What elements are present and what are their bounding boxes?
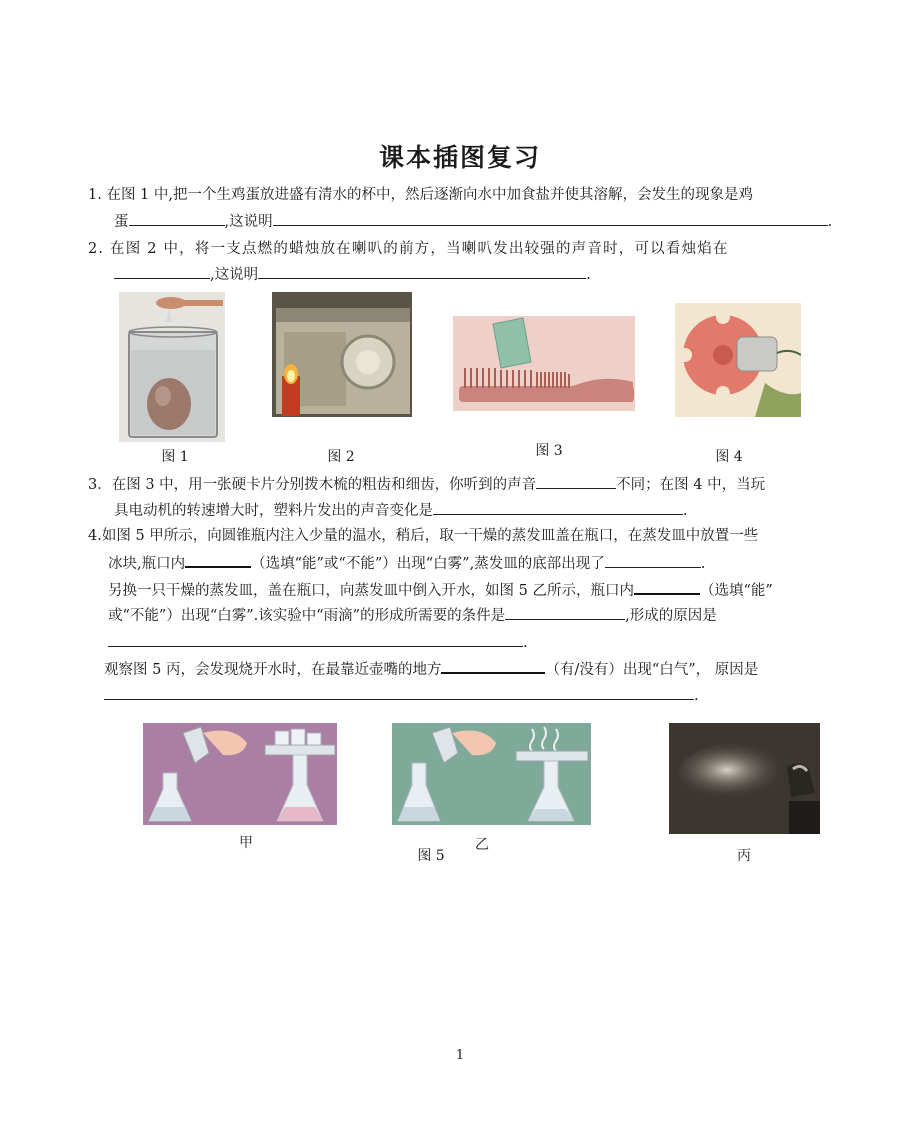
q4-text-e: （选填“能” [699, 583, 773, 599]
q1-blank-1[interactable] [129, 211, 225, 226]
figure-1-egg-in-glass [119, 292, 225, 442]
q3-line1 [88, 474, 765, 495]
q3-text-d: . [683, 503, 688, 519]
caption-figure-2: 图 2 [327, 449, 355, 465]
figure-5-bing [669, 723, 820, 834]
q4-text-d: 另换一只干燥的蒸发皿，盖在瓶口，向蒸发皿中倒入开水，如图 5 乙所示，瓶口内 [108, 583, 634, 599]
q4-blank-6[interactable] [441, 658, 545, 674]
q4-line3 [108, 579, 773, 601]
q4-blank-2[interactable] [605, 553, 701, 568]
figure-5-jia [143, 723, 337, 825]
q2-line2 [114, 264, 591, 285]
q4-text-i: 观察图 5 丙，会发现烧开水时，在最靠近壶嘴的地方 [104, 662, 442, 678]
q3-line2 [114, 500, 688, 521]
page-number: 1 [455, 1048, 465, 1063]
q2-text-c: . [586, 267, 591, 283]
q4-line6 [104, 658, 758, 680]
q4-blank-7[interactable] [104, 685, 694, 700]
q4-line1: 4.如图 5 甲所示，向圆锥瓶内注入少量的温水，稍后，取一干燥的蒸发皿盖在瓶口，在蒸发皿中放置一些 [88, 528, 759, 544]
caption-figure-3: 图 3 [535, 443, 563, 459]
q3-text-c: 具电动机的转速增大时，塑料片发出的声音变化是 [114, 503, 433, 519]
q4-text-h: . [523, 635, 528, 651]
q4-text-j: （有/没有）出现“白气”， 原因是 [545, 662, 759, 678]
q4-text-a: 冰块,瓶口内 [108, 556, 186, 572]
q4-text-c: . [700, 556, 706, 572]
q4-line7 [104, 685, 699, 706]
q4-text-f: 或“不能”）出现“白雾”.该实验中“雨滴”的形成所需要的条件是 [108, 608, 506, 624]
q1-line1: 1. 在图 1 中,把一个生鸡蛋放进盛有清水的杯中，然后逐渐向水中加食盐并使其溶解，会发生的现象是鸡 [88, 187, 753, 203]
q1-blank-2[interactable] [273, 211, 828, 226]
q4-text-k: . [694, 688, 699, 704]
caption-figure-5: 图 5 [417, 848, 445, 864]
caption-figure-1: 图 1 [161, 449, 189, 465]
q4-text-g: ,形成的原因是 [625, 608, 717, 624]
q4-line2 [108, 552, 705, 574]
caption-figure-5-yi: 乙 [475, 837, 489, 853]
q3-blank-2[interactable] [433, 500, 683, 515]
figure-5-yi [392, 723, 591, 825]
q3-text-b: 不同；在图 4 中，当玩 [616, 477, 766, 493]
caption-figure-5-bing: 丙 [737, 848, 751, 864]
q4-blank-1[interactable] [185, 552, 251, 568]
q2-blank-2[interactable] [258, 264, 586, 279]
q4-blank-5[interactable] [108, 632, 523, 647]
q4-line5 [108, 632, 528, 653]
q4-blank-4[interactable] [505, 605, 625, 620]
caption-figure-5-jia: 甲 [239, 835, 253, 851]
q2-blank-1[interactable] [114, 264, 210, 279]
q2-text-b: ,这说明 [210, 267, 259, 283]
figure-2-speaker-candle [272, 292, 412, 417]
q1-line2 [114, 211, 832, 232]
q3-text-a: 3．在图 3 中，用一张硬卡片分别拨木梳的粗齿和细齿，你听到的声音 [88, 477, 537, 493]
page-title: 课本插图复习 [378, 143, 541, 172]
q1-text-b: ,这说明 [224, 214, 273, 230]
q2-line1: 2. 在图 2 中，将一支点燃的蜡烛放在喇叭的前方，当喇叭发出较强的声音时，可以看烛焰在 [88, 241, 729, 257]
caption-figure-4: 图 4 [715, 449, 743, 465]
q4-blank-3[interactable] [634, 579, 700, 595]
figure-3-comb-card [453, 316, 635, 411]
q3-blank-1[interactable] [536, 474, 616, 489]
q1-text-a: 蛋 [114, 214, 129, 230]
q4-text-b: （选填“能”或“不能”）出现“白雾”,蒸发皿的底部出现了 [251, 556, 605, 572]
q4-line4 [108, 605, 717, 626]
figure-4-motor-disk [675, 303, 801, 417]
q1-text-c: . [827, 214, 833, 230]
